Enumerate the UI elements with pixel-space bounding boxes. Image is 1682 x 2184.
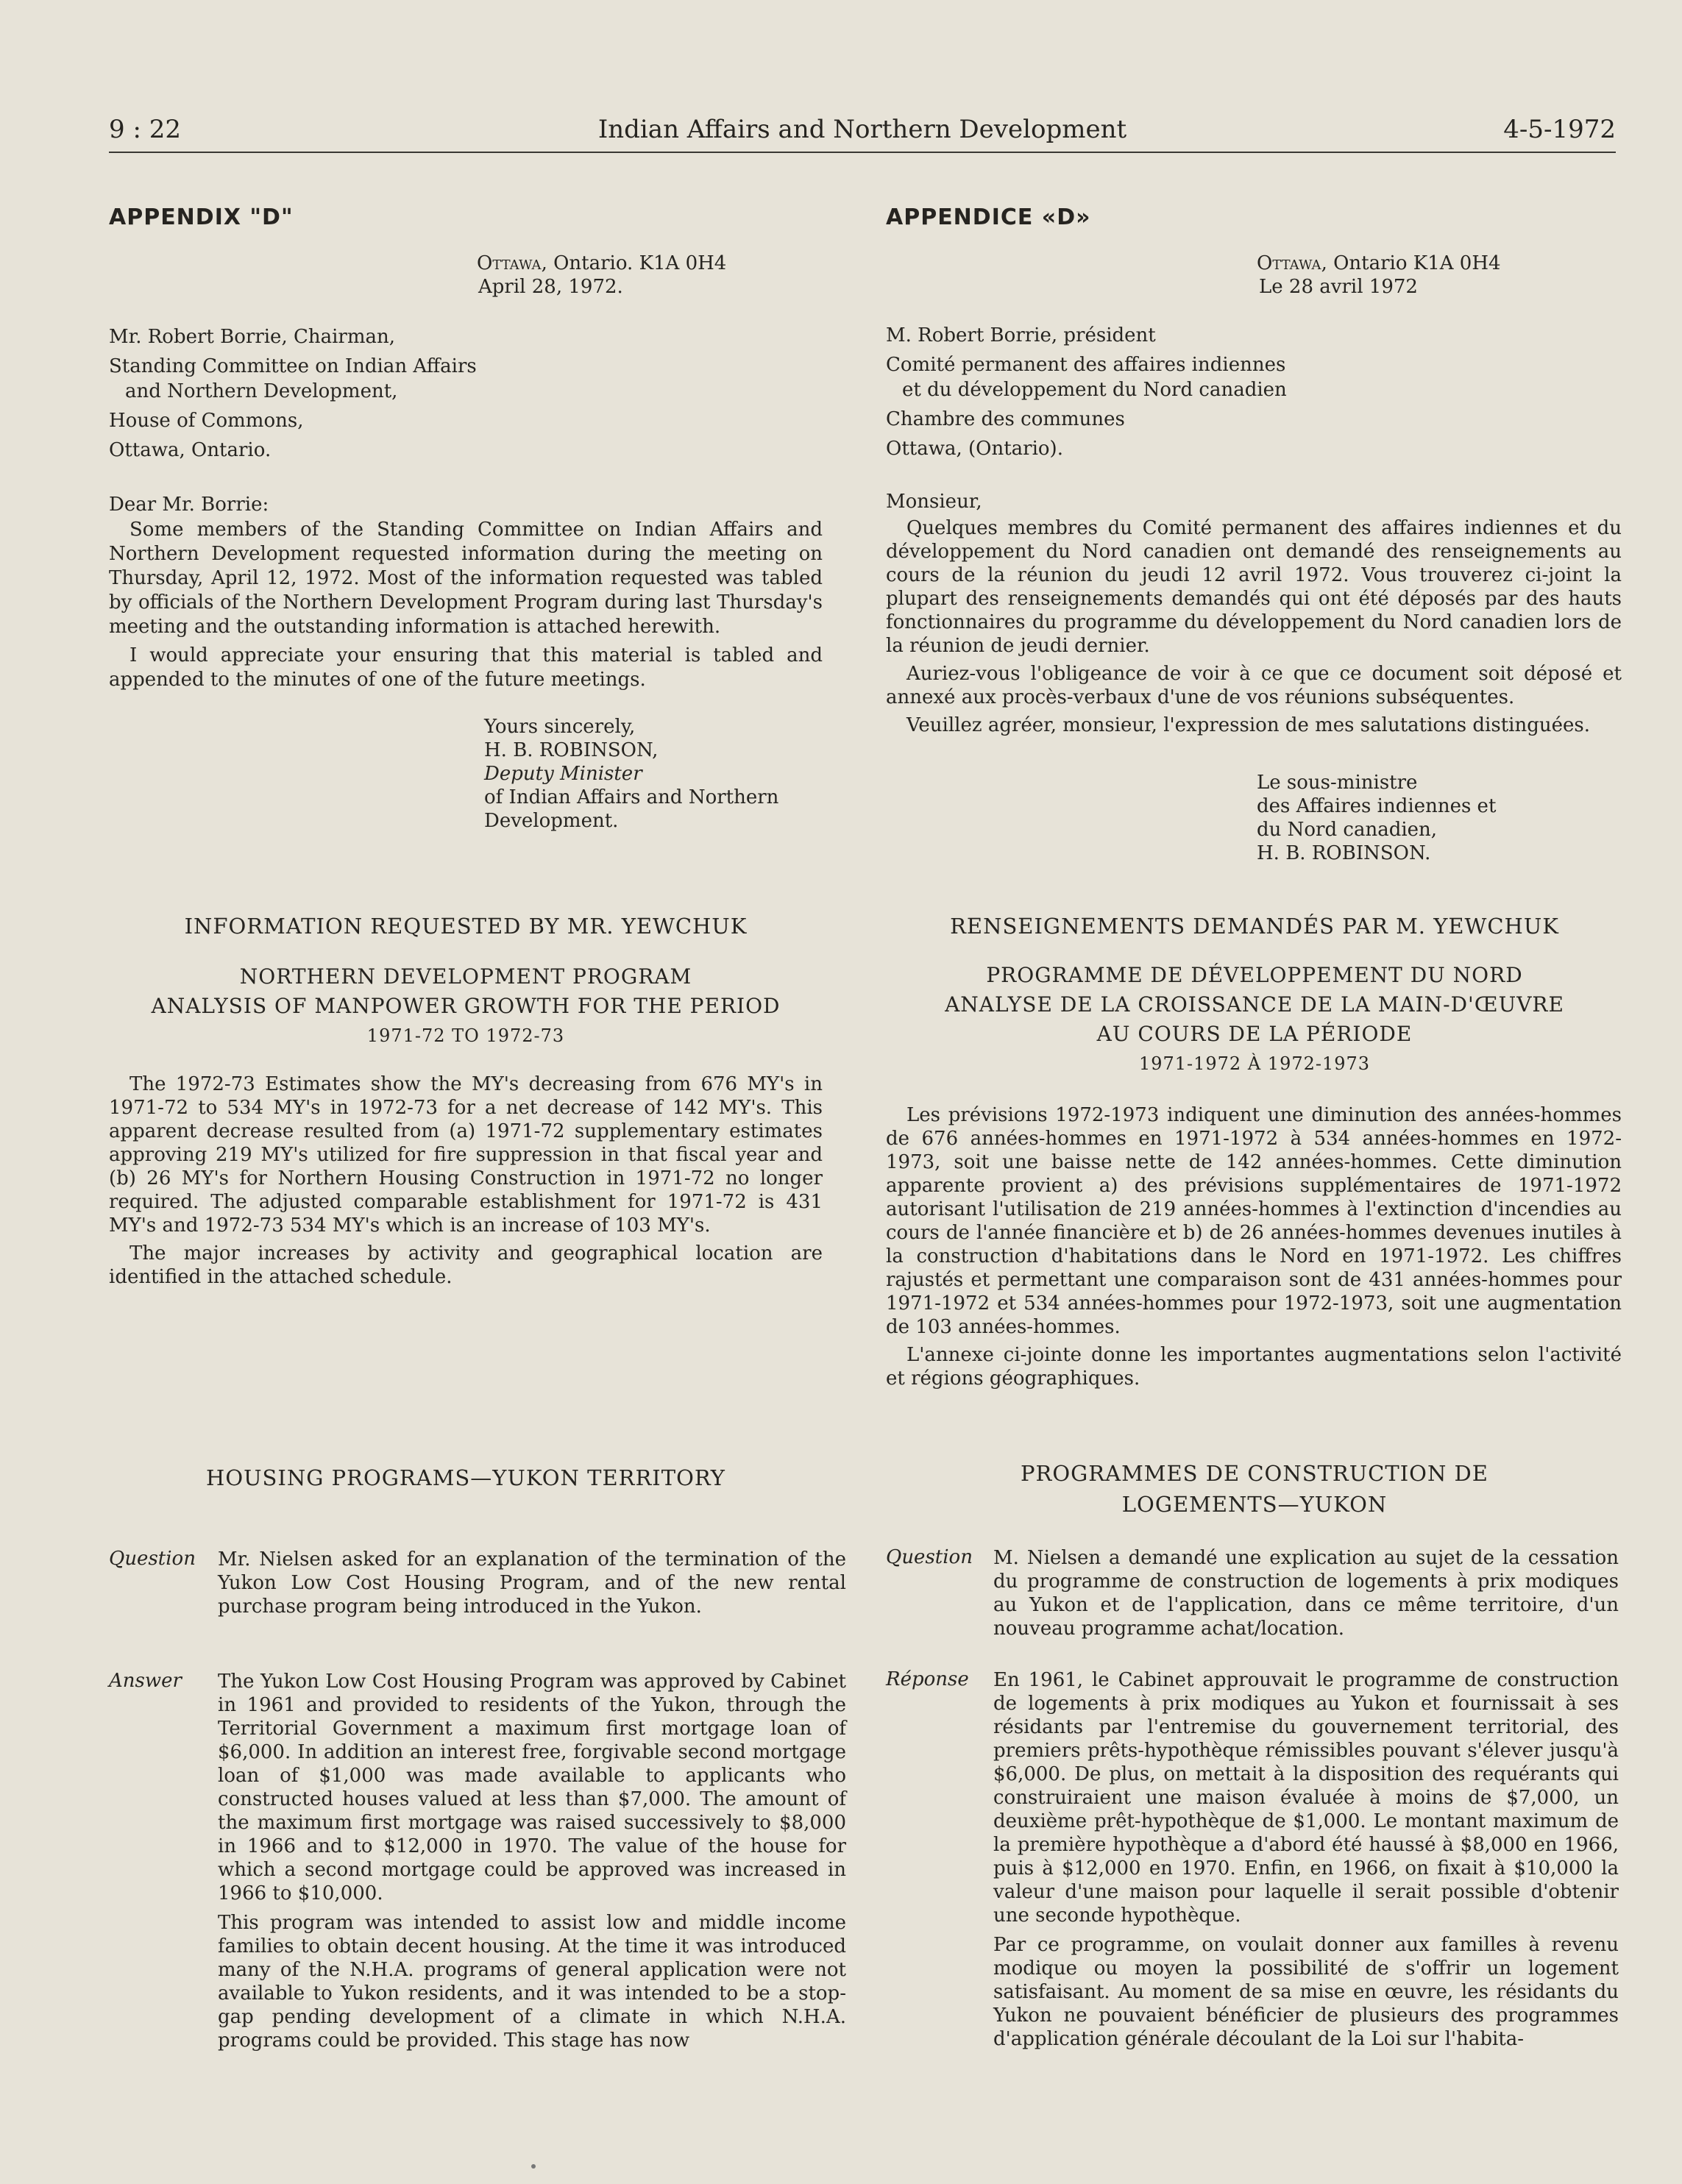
addressee-line: and Northern Development,: [125, 380, 398, 402]
housing-heading-line: PROGRAMMES DE CONSTRUCTION DE: [1021, 1461, 1488, 1486]
closing: Yours sincerely,: [484, 716, 636, 738]
dateline-city-en: Ottawa: [477, 252, 542, 274]
answer-label-en: Answer: [109, 1670, 182, 1692]
dateline-fr: [1257, 252, 1551, 299]
letter-body-en: [109, 518, 823, 697]
signer-title: Le sous-ministre: [1257, 772, 1418, 794]
running-title: Indian Affairs and Northern Development: [597, 115, 1127, 144]
program-heading-en: [109, 962, 823, 1050]
signer-title: Deputy Minister: [484, 763, 642, 785]
addressee-en: [109, 322, 846, 465]
letter-paragraph: I would appreciate your ensuring that this material is tabled and appended to the minutes of one of the future meetings.: [109, 644, 823, 691]
answer-paragraph: This program was intended to assist low and middle income families to obtain decent housing. At the time it was introduced many of the N.H.A. programs of general application were not available to Yukon residents, and it was intended to be a stop-gap pending development of a climate in which N.H.A. programs could be provided. This stage has now: [218, 1912, 846, 2052]
header-rule: [109, 152, 1616, 153]
salutation-fr: Monsieur,: [886, 491, 982, 513]
signer-name: H. B. ROBINSON.: [1257, 842, 1431, 864]
addressee-line: Chambre des communes: [886, 408, 1125, 430]
signer-title: du Nord canadien,: [1257, 819, 1438, 841]
housing-heading-fr: [886, 1458, 1623, 1520]
program-heading-line: ANALYSE DE LA CROISSANCE DE LA MAIN-D'ŒUVRE: [945, 992, 1564, 1017]
dateline-city-fr: Ottawa: [1257, 252, 1321, 274]
answer-text-en: [218, 1670, 846, 2052]
dateline-rest-en: , Ontario. K1A 0H4: [541, 252, 727, 274]
question-label-fr: Question: [886, 1546, 973, 1568]
page-mark: [531, 2164, 536, 2169]
page-number: 9 : 22: [109, 115, 181, 144]
letter-paragraph: Some members of the Standing Committee on Indian Affairs and Northern Development requested information during the meeting on Thursday, April 12, 1972. Most of the information requested was tabled by officials of the Northern Development Program during last Thursday's meeting and the outstanding information is attached herewith.: [109, 519, 823, 638]
info-heading-fr: RENSEIGNEMENTS DEMANDÉS PAR M. YEWCHUK: [950, 914, 1559, 939]
analysis-paragraph: The major increases by activity and geographical location are identified in the attached schedule.: [109, 1242, 823, 1288]
letter-paragraph: Auriez-vous l'obligeance de voir à ce que ce document soit déposé et annexé aux procès-verbaux d'une de vos réunions subséquentes.: [886, 663, 1622, 708]
housing-heading-line: LOGEMENTS—YUKON: [1121, 1492, 1388, 1517]
answer-paragraph: Par ce programme, on voulait donner aux familles à revenu modique ou moyen la possibilité de s'offrir un logement satisfaisant. Au moment de sa mise en œuvre, les résidants du Yukon ne pouvaient bénéficier de plusieurs des programmes d'application générale découlant de la Loi sur l'habita-: [993, 1934, 1619, 2050]
signature-en: [484, 715, 852, 833]
info-heading-en: INFORMATION REQUESTED BY MR. YEWCHUK: [184, 914, 748, 939]
answer-paragraph: The Yukon Low Cost Housing Program was approved by Cabinet in 1961 and provided to residents of the Yukon, through the Territorial Government a maximum first mortgage loan of $6,000. In addition an interest free, forgivable second mortgage loan of $1,000 was made available to applicants who constructed houses valued at less than $7,000. The amount of the maximum first mortgage was raised successively to $8,000 in 1966 and to $12,000 in 1970. The value of the house for which a second mortgage could be approved was increased in 1966 to $10,000.: [218, 1671, 846, 1904]
answer-label-fr: Réponse: [886, 1668, 969, 1690]
analysis-fr: [886, 1103, 1622, 1395]
letter-date-en: April 28, 1972.: [478, 276, 623, 298]
answer-paragraph: En 1961, le Cabinet approuvait le programme de construction de logements à prix modiques au Yukon et fournissait à ses résidants par l'entremise du gouvernement territorial, des premiers prêts-hypothèque rémissibles pouvant s'élever jusqu'à $6,000. De plus, on mettait à la disposition des requérants qui construiraient une maison évaluée à moins de $7,000, un deuxième prêt-hypothèque de $1,000. Le montant maximum de la première hypothèque a d'abord été haussé à $8,000 en 1966, puis à $12,000 en 1970. Enfin, en 1966, on fixait à $10,000 la valeur d'une maison pour laquelle il serait possible d'obtenir une seconde hypothèque.: [993, 1669, 1619, 1927]
program-heading-line: 1971-1972 À 1972-1973: [1138, 1053, 1371, 1074]
letter-body-fr: [886, 516, 1622, 741]
analysis-paragraph: The 1972-73 Estimates show the MY's decreasing from 676 MY's in 1971-72 to 534 MY's in 1972-73 for a net decrease of 142 MY's. This apparent decrease resulted from (a) 1971-72 supplementary estimates approving 219 MY's utilized for fire suppression in that fiscal year and (b) 26 MY's for Northern Housing Construction in 1971-72 no longer required. The adjusted comparable establishment for 1971-72 is 431 MY's and 1972-73 534 MY's which is an increase of 103 MY's.: [109, 1073, 823, 1237]
program-heading-line: PROGRAMME DE DÉVELOPPEMENT DU NORD: [986, 963, 1523, 987]
analysis-en: [109, 1073, 823, 1293]
addressee-line: Ottawa, (Ontario).: [886, 438, 1063, 460]
salutation-en: Dear Mr. Borrie:: [109, 494, 269, 516]
running-header: [109, 115, 1616, 152]
letter-paragraph: Quelques membres du Comité permanent des affaires indiennes et du développement du Nord canadien ont demandé des renseignements au cours de la réunion du jeudi 12 avril 1972. Vous trouverez ci-joint la plupart des renseignements demandés qui ont été déposés par des hauts fonctionnaires du programme du développement du Nord canadien lors de la réunion de jeudi dernier.: [886, 517, 1622, 657]
program-heading-line: ANALYSIS OF MANPOWER GROWTH FOR THE PERIOD: [151, 994, 781, 1018]
signer-dept: Development.: [484, 810, 619, 832]
analysis-paragraph: L'annexe ci-jointe donne les importantes augmentations selon l'activité et régions géographiques.: [886, 1344, 1622, 1390]
answer-text-fr: [993, 1668, 1619, 2051]
question-label-en: Question: [109, 1548, 196, 1570]
addressee-fr: [886, 321, 1623, 463]
header-date: 4-5-1972: [1503, 115, 1616, 144]
program-heading-line: 1971-72 TO 1972-73: [366, 1025, 565, 1046]
appendix-title-en: APPENDIX "D": [109, 204, 294, 230]
dateline-en: [477, 252, 727, 299]
addressee-line: Comité permanent des affaires indiennes: [886, 354, 1286, 376]
addressee-line: House of Commons,: [109, 410, 304, 432]
question-text-fr: M. Nielsen a demandé une explication au sujet de la cessation du programme de construction de logements à prix modiques au Yukon et de l'application, dans ce même territoire, d'un nouveau programme achat/location.: [993, 1547, 1619, 1640]
addressee-line: et du développement du Nord canadien: [902, 379, 1287, 401]
question-text-en: Mr. Nielsen asked for an explanation of the termination of the Yukon Low Cost Housing Program, and of the new rental purchase program being introduced in the Yukon.: [218, 1548, 846, 1618]
appendix-title-fr: APPENDICE «D»: [886, 204, 1091, 230]
analysis-paragraph: Les prévisions 1972-1973 indiquent une diminution des années-hommes de 676 années-hommes en 1971-1972 à 534 années-hommes en 1972-1973, soit une baisse nette de 142 années-hommes. Cette diminution apparente provient a) des prévisions supplémentaires de 1971-1972 autorisant l'utilisation de 219 années-hommes à l'extinction d'incendies au cours de l'année financière et b) de 26 années-hommes devenues inutiles à la construction d'habitations dans le Nord en 1971-1972. Les chiffres rajustés et permettant une comparaison sont de 431 années-hommes pour 1971-1972 et 534 années-hommes pour 1972-1973, soit une augmentation de 103 années-hommes.: [886, 1104, 1622, 1338]
signer-dept: of Indian Affairs and Northern: [484, 786, 779, 808]
housing-heading-en: HOUSING PROGRAMS—YUKON TERRITORY: [206, 1465, 725, 1490]
addressee-line: Mr. Robert Borrie, Chairman,: [109, 326, 396, 348]
addressee-line: Standing Committee on Indian Affairs: [109, 355, 477, 377]
program-heading-fr: [886, 961, 1623, 1078]
letter-date-fr: Le 28 avril 1972: [1259, 276, 1418, 298]
program-heading-line: AU COURS DE LA PÉRIODE: [1096, 1022, 1413, 1046]
addressee-line: Ottawa, Ontario.: [109, 439, 272, 461]
signer-name: H. B. ROBINSON,: [484, 739, 659, 761]
dateline-rest-fr: , Ontario K1A 0H4: [1321, 252, 1501, 274]
program-heading-line: NORTHERN DEVELOPMENT PROGRAM: [239, 964, 692, 989]
signer-title: des Affaires indiennes et: [1257, 795, 1497, 817]
addressee-line: M. Robert Borrie, président: [886, 324, 1156, 346]
signature-fr: [1257, 771, 1610, 865]
letter-paragraph: Veuillez agréer, monsieur, l'expression de mes salutations distinguées.: [906, 714, 1590, 736]
